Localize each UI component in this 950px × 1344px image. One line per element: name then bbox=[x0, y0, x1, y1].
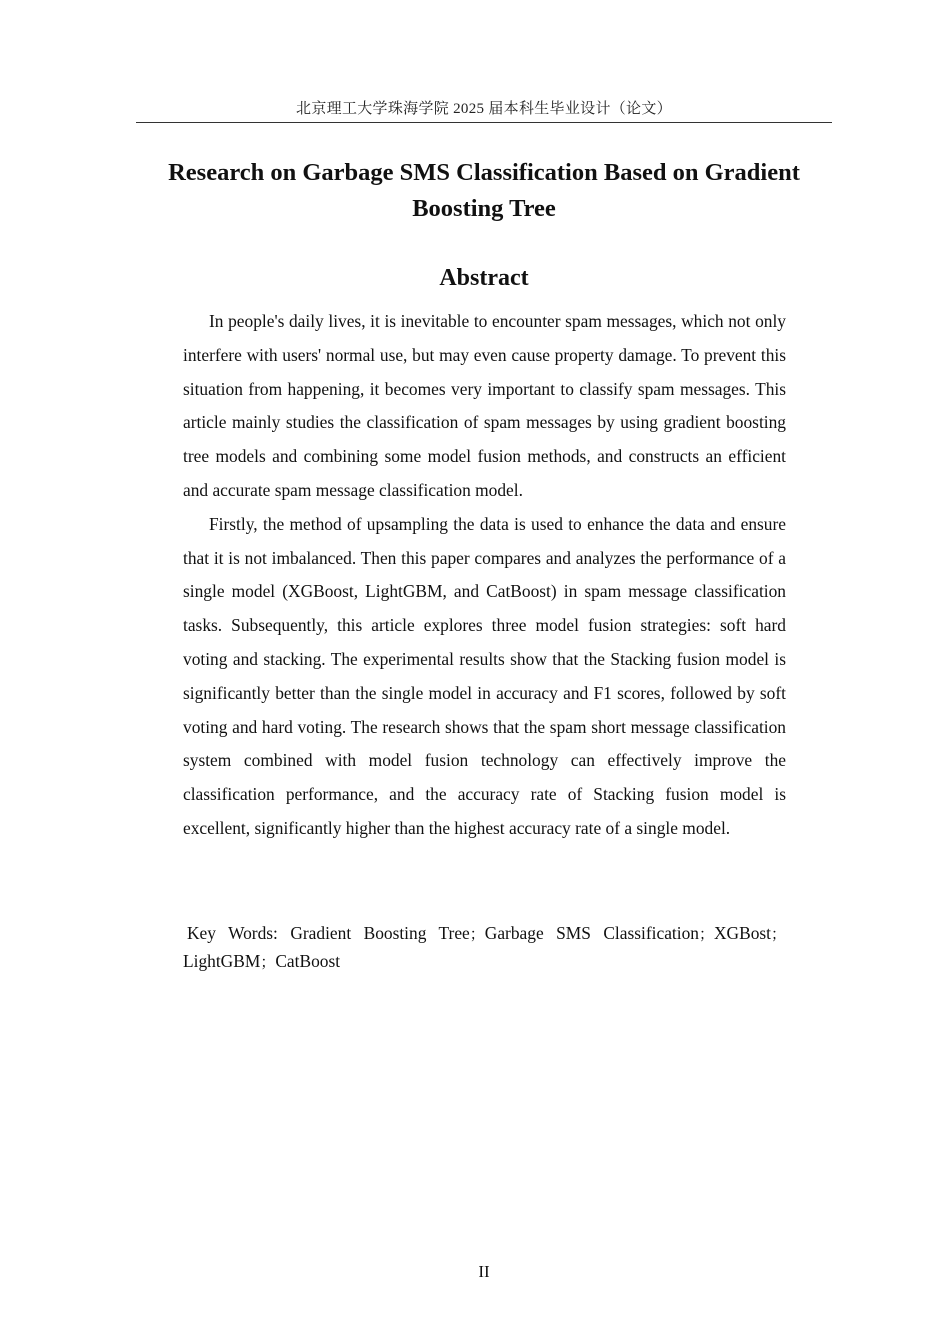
keyword: Gradient Boosting Tree bbox=[290, 923, 470, 943]
keywords-label: Key Words: bbox=[187, 923, 278, 943]
keyword: LightGBM bbox=[183, 951, 261, 971]
abstract-body bbox=[183, 305, 786, 846]
page-number: II bbox=[478, 1262, 490, 1281]
paper-title: Research on Garbage SMS Classification Based on Gradient Boosting Tree bbox=[168, 159, 800, 222]
keyword-separator: ； bbox=[260, 953, 276, 971]
keyword: Garbage SMS Classification bbox=[484, 923, 699, 943]
running-header: 北京理工大学珠海学院 2025 届本科生毕业设计（论文） bbox=[296, 101, 672, 117]
abstract-heading: Abstract bbox=[439, 265, 529, 291]
keyword-separator: ； bbox=[771, 925, 787, 943]
keyword: CatBoost bbox=[275, 951, 341, 971]
abstract-paragraph: Firstly, the method of upsampling the data is used to enhance the data and ensure that it is not imbalanced. Then this paper compares and analyzes the performance of a single model (XGBoost, LightGBM, and CatBoost) in spam message classification tasks. Subsequently, this article explores three model fusion strategies: soft hard voting and stacking. The experimental results show that the Stacking fusion model is significantly better than the single model in accuracy and F1 scores, followed by soft voting and hard voting. The research shows that the spam short message classification system combined with model fusion technology can effectively improve the classification performance, and the accuracy rate of Stacking fusion model is excellent, significantly higher than the highest accuracy rate of a single model. bbox=[183, 513, 786, 838]
keyword: XGBost bbox=[713, 923, 771, 943]
header-divider bbox=[136, 122, 832, 123]
keywords-line bbox=[183, 920, 786, 976]
abstract-paragraph: In people's daily lives, it is inevitable to encounter spam messages, which not only interfere with users' normal use, but may even cause property damage. To prevent this situation from happening, it becomes very important to classify spam messages. This article mainly studies the classification of spam messages by using gradient boosting tree models and combining some model fusion methods, and constructs an efficient and accurate spam message classification model. bbox=[183, 311, 786, 500]
keyword-separator: ； bbox=[698, 925, 714, 943]
keyword-separator: ； bbox=[469, 925, 485, 943]
